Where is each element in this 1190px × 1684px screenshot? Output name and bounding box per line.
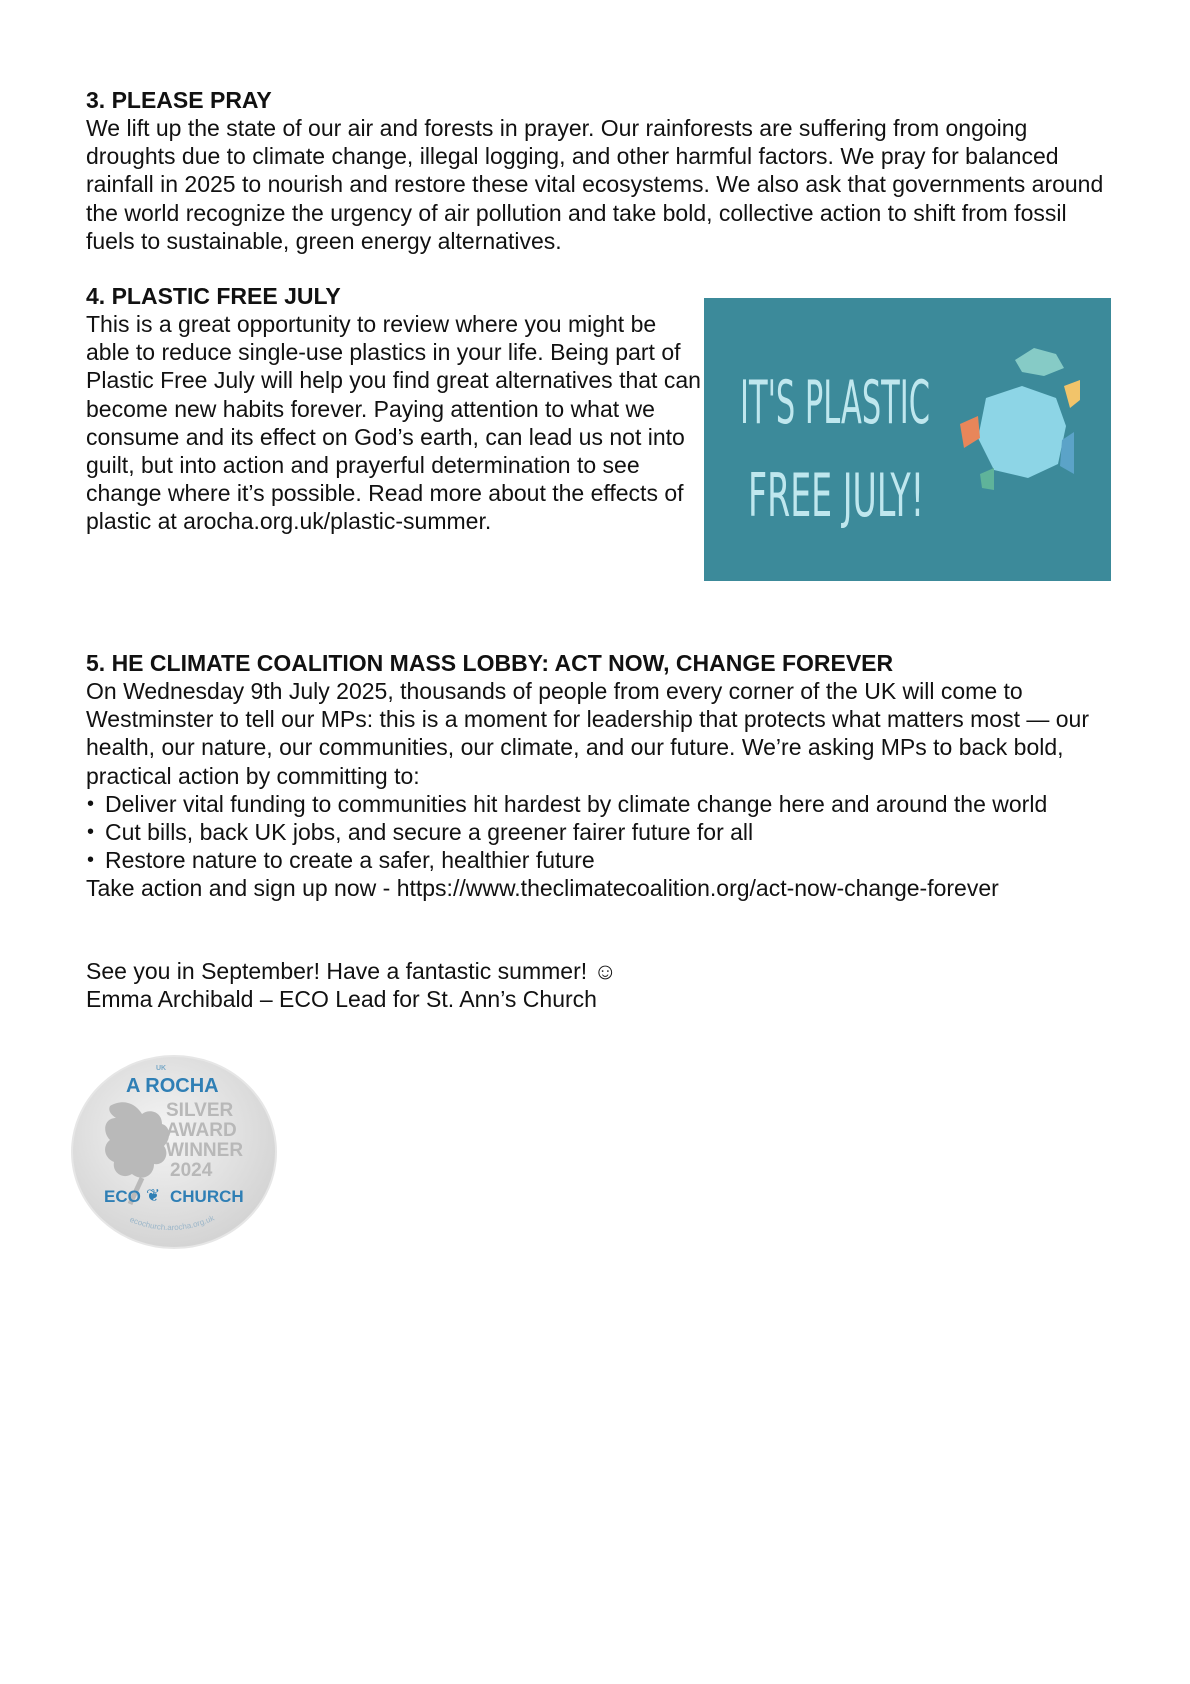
badge-line-3: WINNER xyxy=(166,1140,244,1161)
commitments-list xyxy=(86,790,1146,875)
badge-url: ecochurch.arocha.org.uk xyxy=(128,1213,216,1233)
closing-signoff xyxy=(86,957,986,1013)
section-body: We lift up the state of our air and forests in prayer. Our rainforests are suffering from ongoing droughts due to climate change, illegal logging, and other harmful factors. We pray for balanced rainfall in 2025 to nourish and restore these vital ecosystems. We also ask that governments around the world recognize the urgency of air pollution and take bold, collective action to shift from fossil fuels to sustainable, green energy alternatives. xyxy=(86,115,1104,254)
badge-org: A ROCHA xyxy=(126,1075,219,1097)
section-heading: 4. PLASTIC FREE JULY xyxy=(86,283,341,309)
section-body: This is a great opportunity to review where you might be able to reduce single-use plastics in your life. Being part of Plastic Free July will help you find great alternatives that can become new habits forever. Paying attention to what we consume and its effect on God’s earth, can lead us not into guilt, but into action and prayerful determination to see change where it’s possible. Read more about the effects of plastic at arocha.org.uk/plastic-summer. xyxy=(86,311,701,535)
call-to-action-link[interactable]: Take action and sign up now - https://www.theclimatecoalition.org/act-now-change-forever xyxy=(86,875,999,902)
list-item: • Deliver vital funding to communities hit hardest by climate change here and around the world xyxy=(86,790,1146,818)
list-item: • Cut bills, back UK jobs, and secure a greener fairer future for all xyxy=(86,818,1146,846)
badge-graphic xyxy=(70,1054,278,1250)
plastic-free-july-banner xyxy=(704,298,1111,581)
badge-year: 2024 xyxy=(170,1160,213,1181)
badge-line-1: SILVER xyxy=(166,1100,234,1121)
banner-line-2: FREE JULY! xyxy=(748,461,924,531)
badge-country: UK xyxy=(156,1065,167,1072)
list-item: • Restore nature to create a safer, healthier future xyxy=(86,846,1146,874)
section-climate-coalition xyxy=(86,649,1146,903)
badge-line-2: AWARD xyxy=(166,1120,237,1141)
turtle-shell-shape xyxy=(978,386,1066,478)
eco-church-award-badge xyxy=(70,1054,278,1250)
section-heading: 3. PLEASE PRAY xyxy=(86,87,272,113)
section-body: On Wednesday 9th July 2025, thousands of people from every corner of the UK will come to Westminster to tell our MPs: this is a moment for leadership that protects what matters most — our health, our nature, our communities, our climate, and our future. We’re asking MPs to back bold, practical action by committing to: xyxy=(86,678,1089,789)
oak-leaf-small-icon: ❦ xyxy=(146,1186,161,1205)
banner-line-1: IT'S PLASTIC xyxy=(740,368,930,438)
badge-brand-right: CHURCH xyxy=(170,1187,244,1206)
closing-line: See you in September! Have a fantastic summer! ☺ xyxy=(86,958,617,984)
badge-brand-left: ECO xyxy=(104,1187,141,1206)
turtle-illustration xyxy=(704,298,1111,581)
section-please-pray xyxy=(86,86,1121,255)
section-heading: 5. HE CLIMATE COALITION MASS LOBBY: ACT NOW, CHANGE FOREVER xyxy=(86,650,894,676)
signature-line: Emma Archibald – ECO Lead for St. Ann’s Church xyxy=(86,986,597,1013)
section-plastic-free-july xyxy=(86,282,701,536)
